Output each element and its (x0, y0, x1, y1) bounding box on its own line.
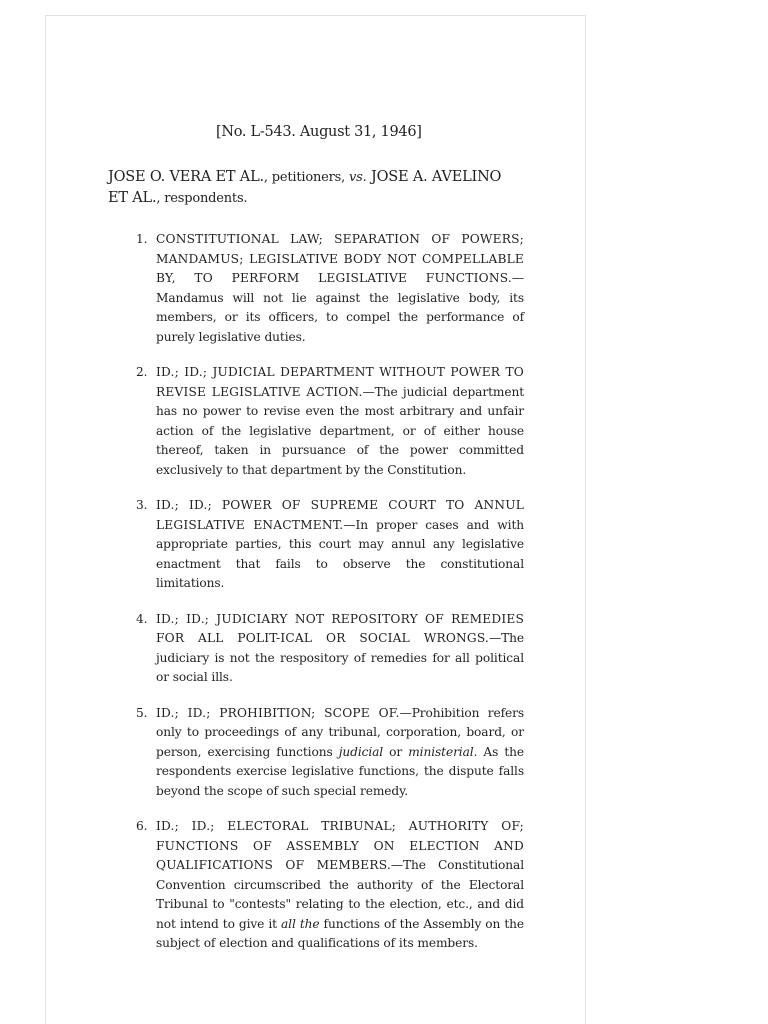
syllabus-item-text: —The Constitutional Convention circumscribed the authority of the Electoral Tribunal to "contests" relating to the election, etc., and did not intend to give it (156, 858, 524, 931)
syllabus-item (108, 704, 524, 802)
syllabus-item-heading: CONSTITUTIONAL LAW; SEPARATION OF POWERS; MANDAMUS; LEGISLATIVE BODY NOT COMPELLABLE BY, TO PERFORM LEGISLATIVE FUNCTIONS. (156, 232, 524, 285)
syllabus-item-emphasis: ministerial (408, 744, 474, 759)
syllabus-item (108, 230, 524, 347)
case-parties (108, 167, 524, 209)
syllabus-item-number: 6. (136, 819, 148, 833)
syllabus-item-number: 2. (136, 365, 148, 379)
syllabus-item-text: —The judicial department has no power to revise even the most arbitrary and unfair action of the legislative department, or of either house thereof, taken in pursuance of the power committed exclusively to that department by the Constitution. (156, 384, 524, 477)
syllabus-item-emphasis: all the (281, 916, 320, 931)
syllabus-item-number: 1. (136, 232, 148, 246)
syllabus-item-number: 4. (136, 611, 148, 626)
syllabus-item (108, 496, 524, 594)
syllabus-item-number: 3. (136, 498, 148, 512)
respondents-label: , respondents. (156, 191, 248, 206)
syllabus-item-heading: ID.; ID.; JUDICIAL DEPARTMENT WITHOUT POWER TO REVISE LEGISLATIVE ACTION. (156, 365, 524, 399)
syllabus-item (108, 817, 524, 954)
syllabus-item-heading: ID.; ID.; ELECTORAL TRIBUNAL; AUTHORITY OF; FUNCTIONS OF ASSEMBLY ON ELECTION AND QUALIFICATIONS OF MEMBERS. (156, 819, 524, 872)
syllabus-item-text: —In proper cases and with appropriate parties, this court may annul any legislative enactment that fails to observe the constitutional limitations. (156, 517, 524, 590)
syllabus-item-heading: ID.; ID.; PROHIBITION; SCOPE OF. (156, 705, 400, 720)
syllabus-item-text: —The judiciary is not the respository of remedies for all political or social ills. (156, 631, 524, 684)
syllabus-item-emphasis: judicial (338, 744, 384, 759)
syllabus-item-number: 5. (136, 705, 148, 720)
syllabus-item-heading: ID.; ID.; POWER OF SUPREME COURT TO ANNUL LEGISLATIVE ENACTMENT. (156, 498, 524, 532)
petitioners-label: , petitioners, (263, 170, 350, 185)
syllabus-item-text: or (383, 744, 409, 759)
petitioners-names: JOSE O. VERA ET AL. (108, 169, 264, 185)
syllabus-item-text: —Mandamus will not lie against the legislative body, its members, or its officers, to compel the performance of purely legislative duties. (156, 271, 524, 344)
case-number: [No. L-543. August 31, 1946] (216, 124, 422, 140)
syllabus-list (108, 230, 524, 970)
versus: vs. (349, 170, 367, 185)
syllabus-item (108, 363, 524, 480)
syllabus-item-text: functions of the Assembly on the subject of election and qualifications of its members. (156, 916, 524, 950)
syllabus-item (108, 610, 524, 688)
syllabus-item-text: . As the respondents exercise legislative functions, the dispute falls beyond the scope of such special remedy. (156, 744, 525, 798)
syllabus-item-text: —Prohibition refers only to proceedings of any tribunal, corporation, board, or person, exercising functions (156, 705, 525, 759)
syllabus-item-heading: ID.; ID.; JUDICIARY NOT REPOSITORY OF REMEDIES FOR ALL POLIT-ICAL OR SOCIAL WRONGS. (156, 611, 524, 645)
respondents-names: JOSE A. AVELINO ET AL. (108, 169, 502, 206)
